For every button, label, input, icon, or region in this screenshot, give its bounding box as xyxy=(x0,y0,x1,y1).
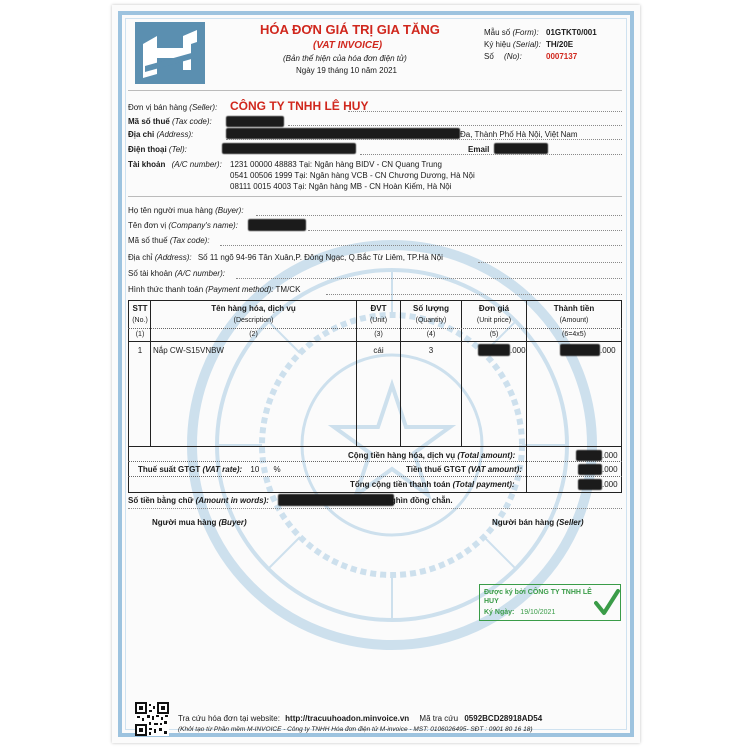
no-value: 0007137 xyxy=(546,52,578,61)
redacted-words xyxy=(278,494,394,506)
seller-address-value: Đa, Thành Phố Hà Nội, Việt Nam xyxy=(460,130,578,139)
col-header-desc-idx: (2) xyxy=(249,331,258,338)
pay-label: Tổng cộng tiền thanh toán xyxy=(350,480,451,489)
row-price: .000 xyxy=(510,346,526,355)
no-label: Số xyxy=(484,52,494,61)
col-header-desc-en: (Description) xyxy=(233,317,274,324)
dotted-line xyxy=(308,230,622,231)
seller-tax-row xyxy=(128,117,212,126)
serial-value: TH/20E xyxy=(546,40,574,49)
words-value: nghìn đồng chẵn. xyxy=(386,496,453,505)
logo-h-icon xyxy=(135,22,205,84)
checkmark-icon xyxy=(594,589,620,617)
buyer-address-en: (Address): xyxy=(154,253,192,262)
buyer-account-label: Số tài khoản xyxy=(128,269,173,278)
form-value: 01GTKT0/001 xyxy=(546,28,597,37)
col-header-no-en: (No.) xyxy=(132,317,148,324)
digital-signature-box xyxy=(479,584,621,621)
vat-rate-label: Thuế suất GTGT xyxy=(138,465,201,474)
col-header-no-idx: (1) xyxy=(135,331,145,338)
pay-en: (Total payment): xyxy=(452,480,515,489)
seller-tax-en: (Tax code): xyxy=(172,117,212,126)
total-label: Cộng tiền hàng hóa, dịch vụ xyxy=(348,451,456,460)
row-amount: .000 xyxy=(600,346,616,355)
words-row xyxy=(128,496,269,505)
buyer-name-row xyxy=(128,206,244,215)
seller-label-en: (Seller): xyxy=(189,103,218,112)
col-header-no: STT xyxy=(132,304,148,313)
total-row xyxy=(348,451,515,460)
lookup-url-link[interactable]: http://tracuuhoadon.minvoice.vn xyxy=(285,714,410,723)
seller-account-3: 08111 0015 4003 Tại: Ngân hàng MB - CN Hoàn Kiếm, Hà Nội xyxy=(230,182,452,191)
buyer-tax-label: Mã số thuế xyxy=(128,236,168,245)
software-note: (Khởi tạo từ Phần mềm M-INVOICE - Công ty TNHH Hóa đơn điện tử M-invoice - MST: 0106026495- SĐT : 0901 80 16 18) xyxy=(178,726,533,733)
payment-value: TM/CK xyxy=(275,285,301,294)
form-label: Mẫu số xyxy=(484,28,511,37)
redacted-total xyxy=(576,450,602,461)
vat-value: .000 xyxy=(602,465,618,474)
buyer-tax-en: (Tax code): xyxy=(169,236,210,245)
seller-sign-label: Người bán hàng xyxy=(492,518,555,527)
dotted-line xyxy=(128,508,622,509)
words-label: Số tiền bằng chữ xyxy=(128,496,194,505)
buyer-address-label: Địa chỉ xyxy=(128,253,153,262)
buyer-company-en: (Company's name): xyxy=(168,221,238,230)
buyer-name-label: Họ tên người mua hàng xyxy=(128,206,213,215)
redacted-company xyxy=(248,219,306,231)
seller-address-en: (Address): xyxy=(156,130,194,139)
buyer-sign-label: Người mua hàng xyxy=(152,518,217,527)
col-header-unit: ĐVT xyxy=(370,304,387,313)
buyer-sign xyxy=(152,518,247,527)
company-logo xyxy=(135,22,205,84)
invoice-title: HÓA ĐƠN GIÁ TRỊ GIA TĂNG xyxy=(260,22,440,37)
redacted-email xyxy=(494,143,548,154)
redacted-pay xyxy=(578,479,602,490)
col-header-amount: Thành tiền xyxy=(553,304,595,313)
dotted-line xyxy=(288,125,622,126)
buyer-account-en: (A/C number): xyxy=(174,269,225,278)
row-qty: 3 xyxy=(428,346,434,355)
serial-label-en: (Serial): xyxy=(512,40,541,49)
seller-sign-en: (Seller) xyxy=(556,518,584,527)
seller-email-label: Email xyxy=(468,145,490,154)
redacted-unit-price xyxy=(478,344,510,356)
col-header-unit-idx: (3) xyxy=(374,331,383,338)
dotted-line xyxy=(236,278,622,279)
invoice-date: Ngày 19 tháng 10 năm 2021 xyxy=(296,66,397,75)
lookup-row xyxy=(178,714,542,723)
col-header-price-en: (Unit price) xyxy=(476,317,512,324)
payment-row xyxy=(128,285,300,294)
buyer-company-label: Tên đơn vị xyxy=(128,221,167,230)
dotted-line xyxy=(348,111,622,112)
redacted-row-amount xyxy=(560,344,600,356)
buyer-address-value: Số 11 ngõ 94-96 Tân Xuân,P. Đông Ngạc, Q.Bắc Từ Liêm, TP.Hà Nội xyxy=(197,253,443,262)
dotted-line xyxy=(360,154,622,155)
col-header-amount-idx: (6=4x5) xyxy=(562,331,586,338)
seller-phone-row xyxy=(128,145,187,154)
payment-en: (Payment method): xyxy=(205,285,274,294)
vat-row xyxy=(406,465,522,474)
redacted-vat xyxy=(578,464,602,475)
col-header-unit-en: (Unit) xyxy=(369,317,388,324)
row-desc: Nắp CW-S15VNBW xyxy=(153,346,224,355)
buyer-sign-en: (Buyer) xyxy=(218,518,247,527)
seller-tax-label: Mã số thuế xyxy=(128,117,170,126)
items-table xyxy=(128,300,622,492)
serial-label: Ký hiệu xyxy=(484,40,511,49)
buyer-account-row xyxy=(128,269,225,278)
redacted-phone xyxy=(222,143,356,154)
col-header-desc: Tên hàng hóa, dịch vụ xyxy=(211,304,296,313)
vat-rate-row xyxy=(138,465,281,474)
dotted-line xyxy=(256,215,622,216)
qr-code-icon xyxy=(135,702,169,736)
no-label-en: (No): xyxy=(504,52,522,61)
payment-label: Hình thức thanh toán xyxy=(128,285,204,294)
seller-label: Đơn vị bán hàng xyxy=(128,103,188,112)
lookup-label: Tra cứu hóa đơn tại website: xyxy=(178,714,280,723)
signed-by: Được ký bởi CÔNG TY TNHH LÊ HUY xyxy=(484,589,592,605)
vat-rate-en: (VAT rate): xyxy=(202,465,243,474)
col-header-amount-en: (Amount) xyxy=(559,317,589,324)
header-divider xyxy=(128,90,622,91)
code-label: Mã tra cứu xyxy=(419,714,459,723)
serial-row xyxy=(484,40,541,49)
col-header-price-idx: (5) xyxy=(489,331,499,338)
pay-row xyxy=(350,480,515,489)
seller-address-row xyxy=(128,130,193,139)
invoice-subtitle: (VAT INVOICE) xyxy=(313,40,383,51)
buyer-tax-row xyxy=(128,236,210,245)
form-row xyxy=(484,28,539,37)
buyer-company-row xyxy=(128,221,238,230)
seller-account-label: Tài khoản xyxy=(128,160,166,169)
buyer-address-row xyxy=(128,253,443,262)
seller-label-row xyxy=(128,103,217,112)
pay-value: .000 xyxy=(602,480,618,489)
seller-phone-en: (Tel): xyxy=(168,145,187,154)
row-unit: cái xyxy=(373,346,384,355)
seller-account-row xyxy=(128,160,222,169)
dotted-line xyxy=(326,294,622,295)
seller-phone-label: Điện thoại xyxy=(128,145,167,154)
vat-rate-value: 10 xyxy=(250,465,260,474)
no-row xyxy=(484,52,522,61)
seller-account-en: (A/C number): xyxy=(171,160,222,169)
sign-date-row xyxy=(484,609,555,616)
redacted-tax-code xyxy=(226,116,284,127)
seller-divider xyxy=(128,196,622,197)
seller-account-1: 1231 00000 48883 Tại: Ngân hàng BIDV - CN Quang Trung xyxy=(230,160,442,169)
invoice-note: (Bản thể hiện của hóa đơn điện tử) xyxy=(283,54,407,63)
redacted-address xyxy=(226,128,460,139)
form-label-en: (Form): xyxy=(512,28,539,37)
sign-date: 19/10/2021 xyxy=(520,609,556,616)
row-no: 1 xyxy=(137,346,143,355)
words-en: (Amount in words): xyxy=(195,496,269,505)
dotted-line xyxy=(478,262,622,263)
seller-account-2: 0541 00506 1999 Tại: Ngân hàng VCB - CN Chương Dương, Hà Nội xyxy=(230,171,475,180)
vat-label: Tiền thuế GTGT xyxy=(406,465,466,474)
sign-date-label: Ký Ngày: xyxy=(484,609,515,616)
seller-name: CÔNG TY TNHH LÊ HUY xyxy=(230,99,369,113)
buyer-name-en: (Buyer): xyxy=(215,206,244,215)
code-value: 0592BCD28918AD54 xyxy=(464,714,543,723)
vat-rate-unit: % xyxy=(273,465,281,474)
dotted-line xyxy=(226,139,622,140)
col-header-qty-idx: (4) xyxy=(426,331,436,338)
col-header-qty-en: (Quantity) xyxy=(415,317,447,324)
dotted-line xyxy=(220,245,622,246)
col-header-qty: Số lượng xyxy=(413,304,449,313)
seller-address-label: Địa chỉ xyxy=(128,130,155,139)
col-header-price: Đơn giá xyxy=(478,304,510,313)
total-en: (Total amount): xyxy=(457,451,516,460)
total-value: .000 xyxy=(602,451,618,460)
seller-sign xyxy=(492,518,584,527)
vat-en: (VAT amount): xyxy=(468,465,523,474)
